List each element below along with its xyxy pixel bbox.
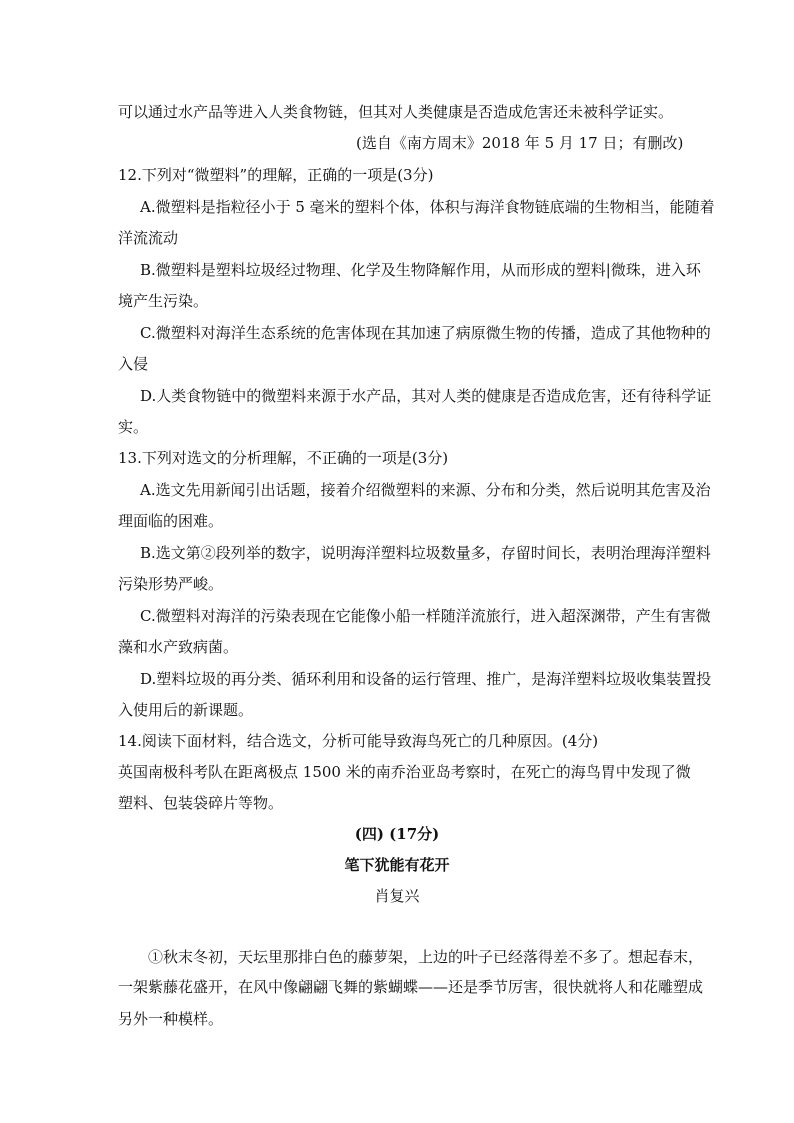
q12-option-a: A.微塑料是指粒径小于 5 毫米的塑料个体，体积与海洋食物链底端的生物相当，能随着	[140, 198, 715, 216]
q14-material: 英国南极科考队在距离极点 1500 米的南乔治亚岛考察时，在死亡的海鸟胃中发现了微	[118, 763, 691, 781]
q12-option-b: B.微塑料是塑料垃圾经过物理、化学及生物降解作用，从而形成的塑料|微珠，进入环	[140, 261, 701, 279]
section-heading: (四) (17分)	[354, 825, 440, 843]
q13-option-c: C.微塑料对海洋的污染表现在它能像小船一样随洋流旅行，进入超深渊带，产生有害微	[140, 607, 711, 625]
q13-option-b-cont: 污染形势严峻。	[118, 575, 224, 593]
q13-stem: 13.下列对选文的分析理解，不正确的一项是(3分)	[118, 449, 449, 467]
q13-option-b: B.选文第②段列举的数字，说明海洋塑料垃圾数量多，存留时间长，表明治理海洋塑料	[140, 544, 711, 562]
passage-p1-line2: 一架紫藤花盛开，在风中像翩翩飞舞的紫蝴蝶——还是季节厉害，很快就将人和花雕塑成	[118, 978, 704, 996]
intro-line: 可以通过水产品等进入人类食物链，但其对人类健康是否造成危害还未被科学证实。	[118, 103, 674, 121]
q13-option-a-cont: 理面临的困难。	[118, 512, 224, 530]
passage-p1-line3: 另外一种模样。	[118, 1010, 224, 1028]
q12-stem: 12.下列对“微塑料”的理解，正确的一项是(3分)	[118, 166, 434, 184]
q13-option-a: A.选文先用新闻引出话题，接着介绍微塑料的来源、分布和分类，然后说明其危害及治	[140, 481, 711, 499]
passage-p1-line1: ①秋末冬初，天坛里那排白色的藤萝架，上边的叶子已经落得差不多了。想起春末，	[148, 948, 704, 966]
q14-material-cont: 塑料、包装袋碎片等物。	[118, 794, 284, 812]
q12-option-d: D.人类食物链中的微塑料来源于水产品，其对人类的健康是否造成危害，还有待科学证	[140, 387, 712, 405]
article-title: 笔下犹能有花开	[344, 856, 450, 874]
q12-option-c: C.微塑料对海洋生态系统的危害体现在其加速了病原微生物的传播，造成了其他物种的	[140, 324, 711, 342]
q12-option-d-cont: 实。	[118, 418, 149, 436]
q13-option-d: D.塑料垃圾的再分类、循环利用和设备的运行管理、推广，是海洋塑料垃圾收集装置投	[140, 670, 712, 688]
q12-option-c-cont: 入侵	[118, 355, 149, 373]
article-author: 肖复兴	[374, 887, 420, 905]
q12-option-a-cont: 洋流流动	[118, 229, 179, 247]
q12-option-b-cont: 境产生污染。	[118, 292, 209, 310]
q13-option-c-cont: 藻和水产致病菌。	[118, 638, 239, 656]
q13-option-d-cont: 入使用后的新课题。	[118, 701, 254, 719]
q14-stem: 14.阅读下面材料，结合选文，分析可能导致海鸟死亡的几种原因。(4分)	[118, 732, 599, 750]
source-citation: (选自《南方周末》2018 年 5 月 17 日；有删改)	[356, 134, 684, 152]
